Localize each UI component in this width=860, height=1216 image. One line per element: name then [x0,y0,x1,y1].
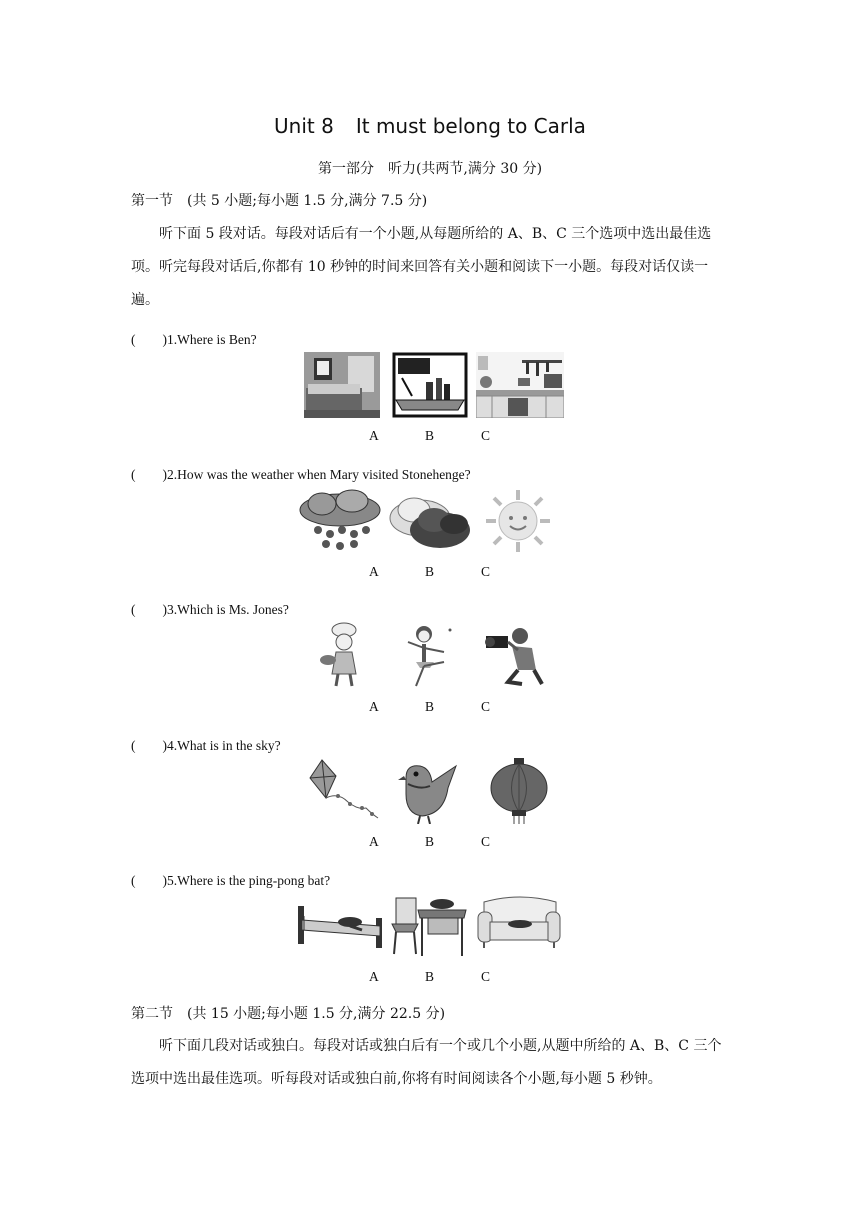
dancer-picture[interactable] [400,622,460,688]
option-label-a: A [369,969,379,984]
answer-blank[interactable]: ( ) [131,738,167,753]
unit-name: It must belong to Carla [355,114,586,138]
question-2-pictures [300,488,570,554]
option-label-b: B [425,699,435,714]
question-5-option-labels [0,969,860,989]
section1-heading: 第一节 (共 5 小题;每小题 1.5 分,满分 7.5 分) [131,193,428,209]
question-text: 4.What is in the sky? [167,738,281,753]
question-1-pictures [300,352,570,418]
option-label-c: C [481,699,491,714]
kitchen-picture[interactable] [476,352,564,418]
lantern-picture[interactable] [486,758,552,824]
question-2-option-labels [0,564,860,584]
option-label-a: A [369,428,379,443]
sofa-picture[interactable] [476,892,562,958]
option-label-c: C [481,428,491,443]
question-1-option-labels [0,428,860,448]
photographer-picture[interactable] [482,622,552,688]
question-text: 3.Which is Ms. Jones? [167,602,289,617]
question-text: 5.Where is the ping-pong bat? [167,873,331,888]
bed-picture[interactable] [294,892,386,958]
sun-picture[interactable] [478,488,558,554]
chef-picture[interactable] [314,622,374,688]
section1-instructions: 听下面 5 段对话。每段对话后有一个小题,从每题所给的 A、B、C 三个选项中选出最佳选项。听完每段对话后,你都有 10 秒钟的时间来回答有关小题和阅读下一小题。每段对话仅读一遍。 [131,226,712,308]
option-label-b: B [425,428,435,443]
bathroom-picture[interactable] [392,352,468,418]
option-label-a: A [369,699,379,714]
page-title [0,114,860,138]
option-label-b: B [425,969,435,984]
bird-picture[interactable] [398,758,464,824]
question-2 [131,463,471,483]
question-text: 2.How was the weather when Mary visited Stonehenge? [167,467,471,482]
answer-blank[interactable]: ( ) [131,873,167,888]
question-text: 1.Where is Ben? [167,332,257,347]
section2-heading: 第二节 (共 15 小题;每小题 1.5 分,满分 22.5 分) [131,1006,446,1022]
cloudy-picture[interactable] [386,488,474,554]
question-3-option-labels [0,699,860,719]
question-5-pictures [300,892,570,958]
option-label-c: C [481,834,491,849]
section2-instructions: 听下面几段对话或独白。每段对话或独白后有一个或几个小题,从题中所给的 A、B、C 三个选项中选出最佳选项。听每段对话或独白前,你将有时间阅读各个小题,每小题 5 秒钟。 [131,1038,722,1087]
answer-blank[interactable]: ( ) [131,332,167,347]
question-4-option-labels [0,834,860,854]
question-4-pictures [300,758,570,824]
question-3 [131,598,289,618]
option-label-a: A [369,834,379,849]
option-label-c: C [481,969,491,984]
question-5 [131,869,330,889]
option-label-a: A [369,564,379,579]
option-label-c: C [481,564,491,579]
bedroom-picture[interactable] [304,352,380,418]
unit-number: Unit 8 [274,114,334,138]
part-subtitle: 第一部分 听力(共两节,满分 30 分) [317,161,543,177]
question-1 [131,328,257,348]
question-4 [131,734,281,754]
rain-cloud-picture[interactable] [296,488,384,554]
option-label-b: B [425,564,435,579]
kite-picture[interactable] [308,758,380,824]
option-label-b: B [425,834,435,849]
answer-blank[interactable]: ( ) [131,602,167,617]
desk-picture[interactable] [388,892,470,958]
question-3-pictures [300,622,570,688]
answer-blank[interactable]: ( ) [131,467,167,482]
